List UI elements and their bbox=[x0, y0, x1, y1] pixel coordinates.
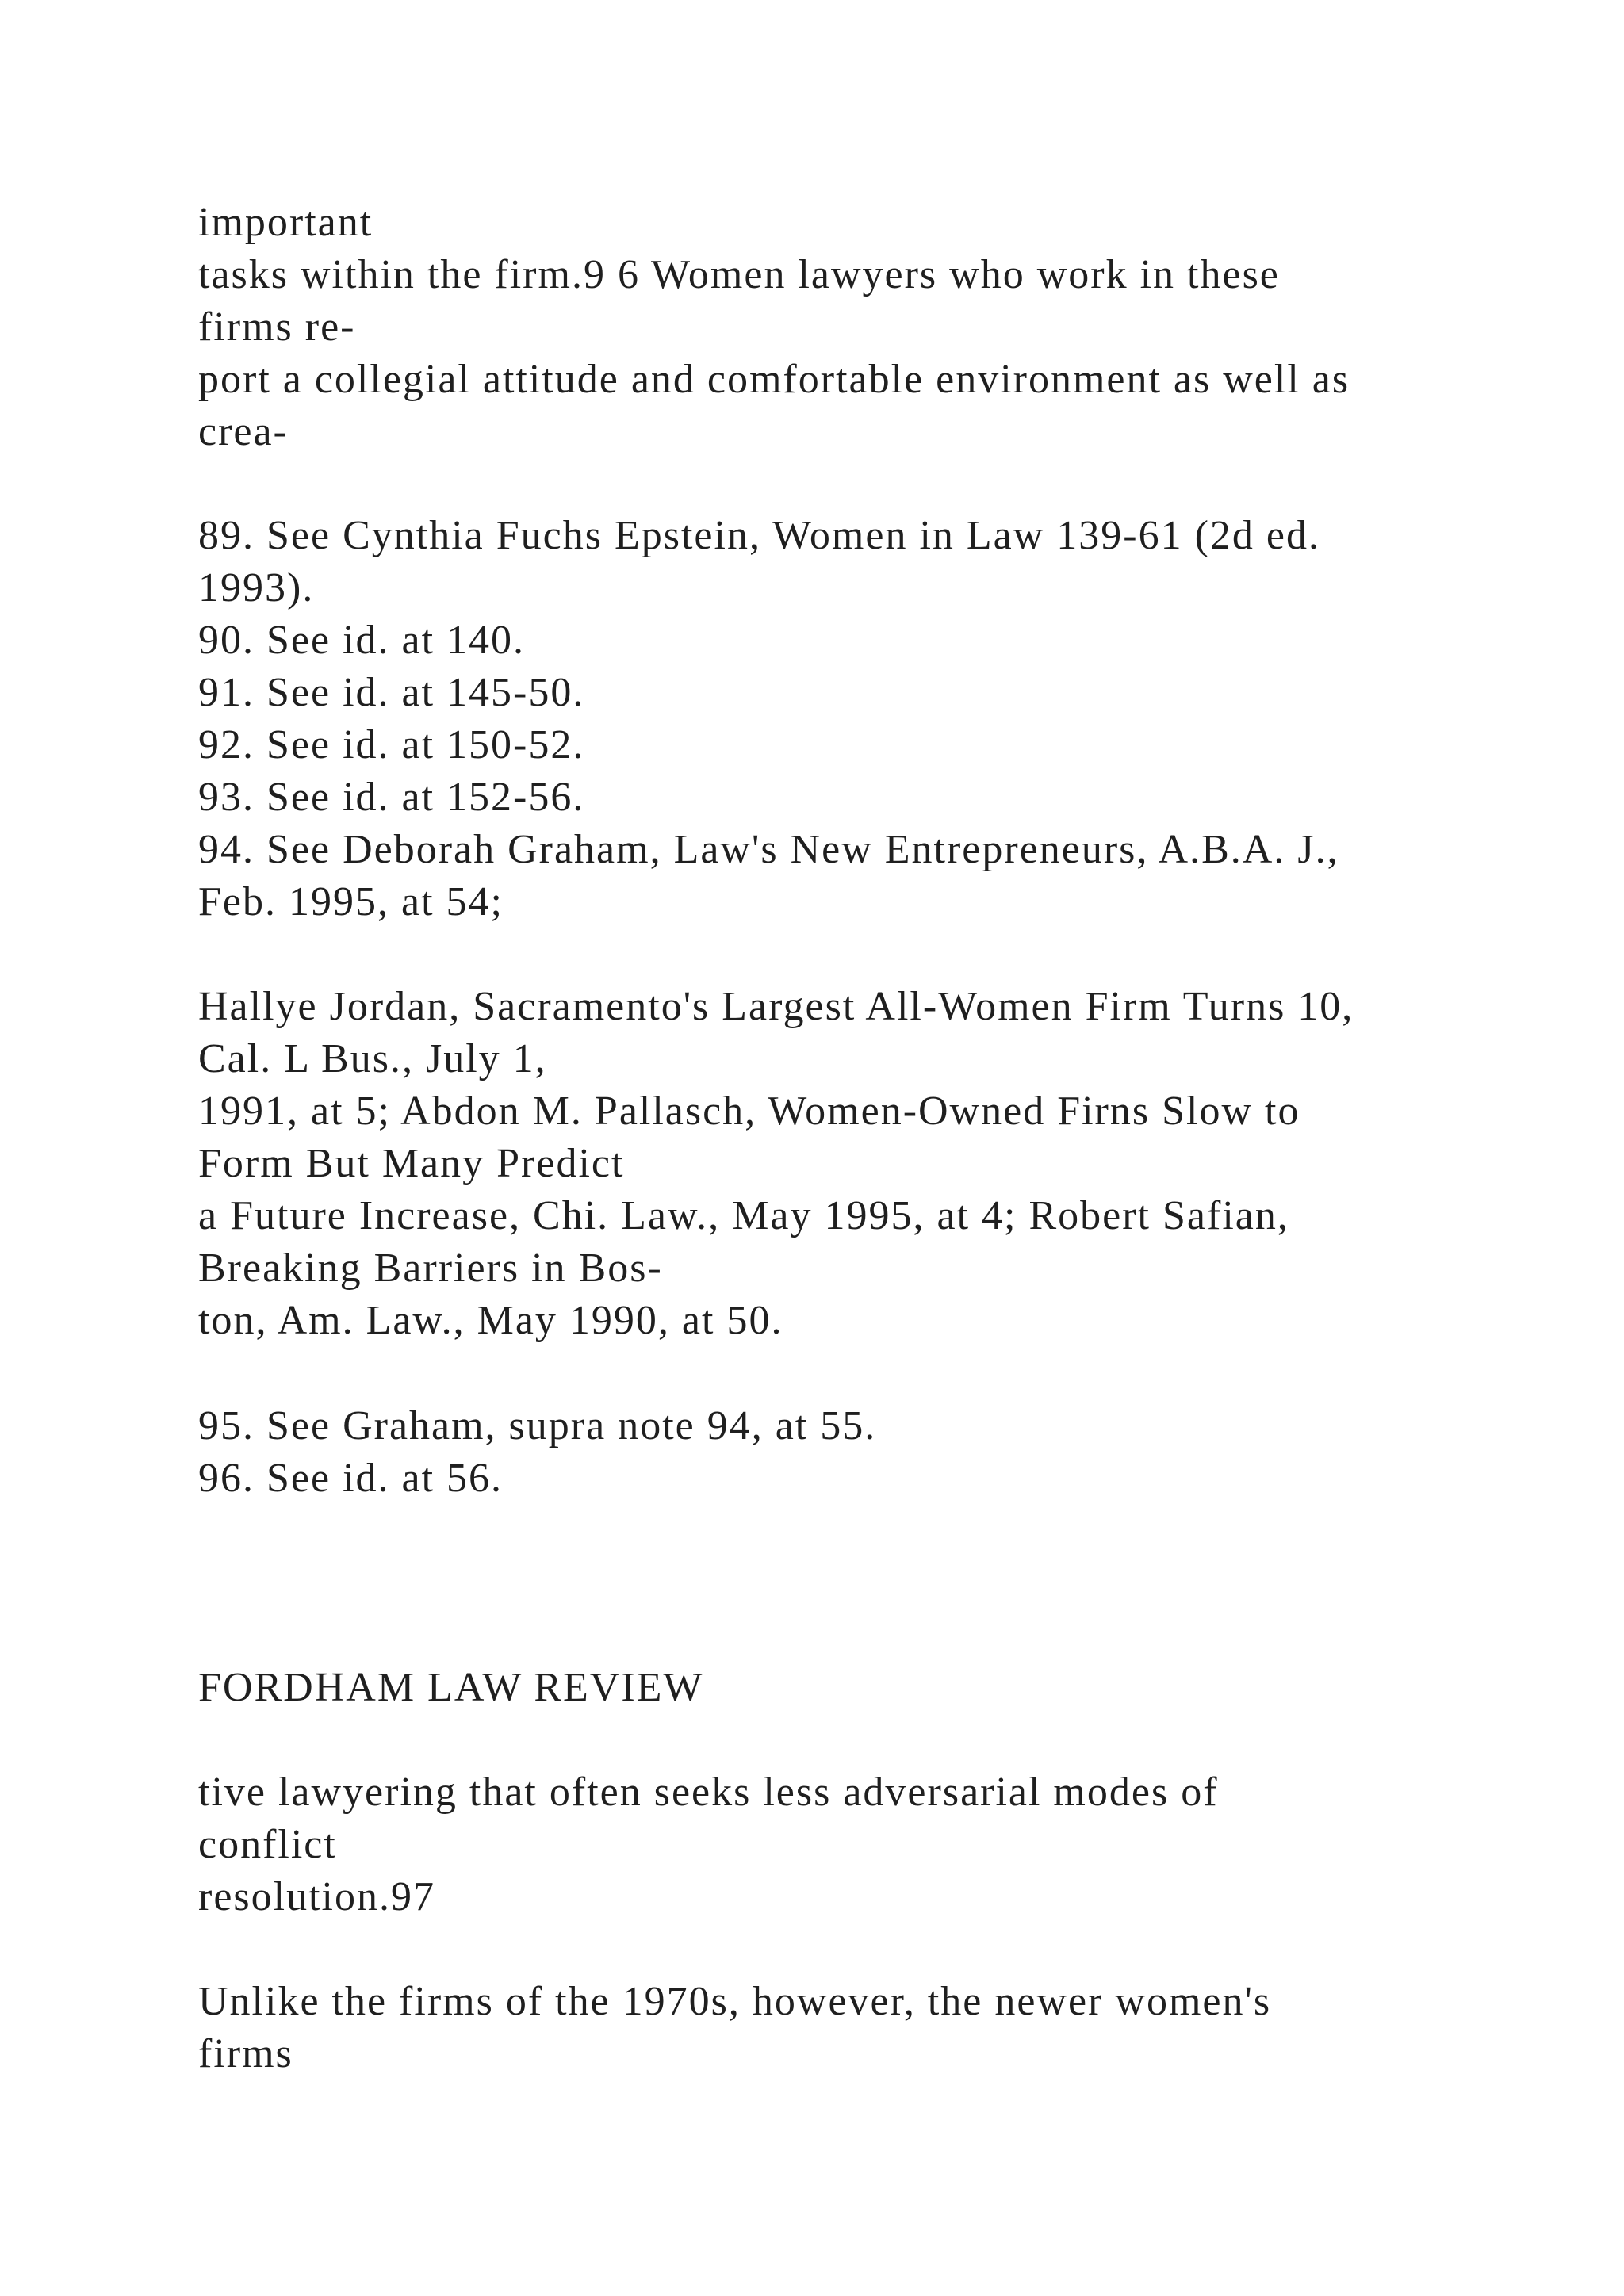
footnotes-block-89-94 bbox=[198, 510, 1529, 928]
running-header bbox=[198, 1662, 1529, 1714]
footnote-line: 94. See Deborah Graham, Law's New Entrepreneurs, A.B.A. J., bbox=[198, 827, 1339, 872]
text-line: resolution.97 bbox=[198, 1874, 435, 1919]
footnote-line: 96. See id. at 56. bbox=[198, 1456, 504, 1501]
footnote-line: Hallye Jordan, Sacramento's Largest All-Women Firm Turns 10, bbox=[198, 984, 1354, 1029]
text-line: port a collegial attitude and comfortable environment as well as bbox=[198, 357, 1350, 402]
text-line: firms re- bbox=[198, 304, 356, 350]
footnote-line: 1991, at 5; Abdon M. Pallasch, Women-Owned Firns Slow to bbox=[198, 1089, 1300, 1134]
body-paragraph-top bbox=[198, 197, 1529, 458]
footnote-94-continued bbox=[198, 981, 1529, 1347]
footnote-line: Breaking Barriers in Bos- bbox=[198, 1246, 663, 1291]
text-line: Unlike the firms of the 1970s, however, the newer women's bbox=[198, 1979, 1272, 2024]
footnote-line: 90. See id. at 140. bbox=[198, 618, 526, 663]
footnote-line: 95. See Graham, supra note 94, at 55. bbox=[198, 1403, 877, 1448]
footnote-line: a Future Increase, Chi. Law., May 1995, at 4; Robert Safian, bbox=[198, 1193, 1289, 1238]
text-line: tasks within the firm.9 6 Women lawyers who work in these bbox=[198, 252, 1280, 297]
footnote-line: 1993). bbox=[198, 565, 315, 610]
footnote-line: Form But Many Predict bbox=[198, 1141, 625, 1186]
body-paragraph-continued bbox=[198, 1766, 1529, 1923]
footnote-line: ton, Am. Law., May 1990, at 50. bbox=[198, 1298, 783, 1343]
footnote-line: Feb. 1995, at 54; bbox=[198, 879, 504, 924]
footnotes-block-95-96 bbox=[198, 1400, 1529, 1505]
text-line: conflict bbox=[198, 1822, 337, 1867]
text-line: tive lawyering that often seeks less adversarial modes of bbox=[198, 1770, 1219, 1815]
footnote-line: 91. See id. at 145-50. bbox=[198, 670, 585, 715]
footnote-line: 89. See Cynthia Fuchs Epstein, Women in Law 139-61 (2d ed. bbox=[198, 513, 1321, 558]
text-line: important bbox=[198, 200, 373, 245]
journal-title: FORDHAM LAW REVIEW bbox=[198, 1665, 704, 1710]
footnote-line: 93. See id. at 152-56. bbox=[198, 775, 585, 820]
body-paragraph-final bbox=[198, 1976, 1529, 2080]
text-line: crea- bbox=[198, 409, 289, 454]
footnote-line: Cal. L Bus., July 1, bbox=[198, 1036, 547, 1081]
text-line: firms bbox=[198, 2031, 293, 2076]
footnote-line: 92. See id. at 150-52. bbox=[198, 722, 585, 767]
